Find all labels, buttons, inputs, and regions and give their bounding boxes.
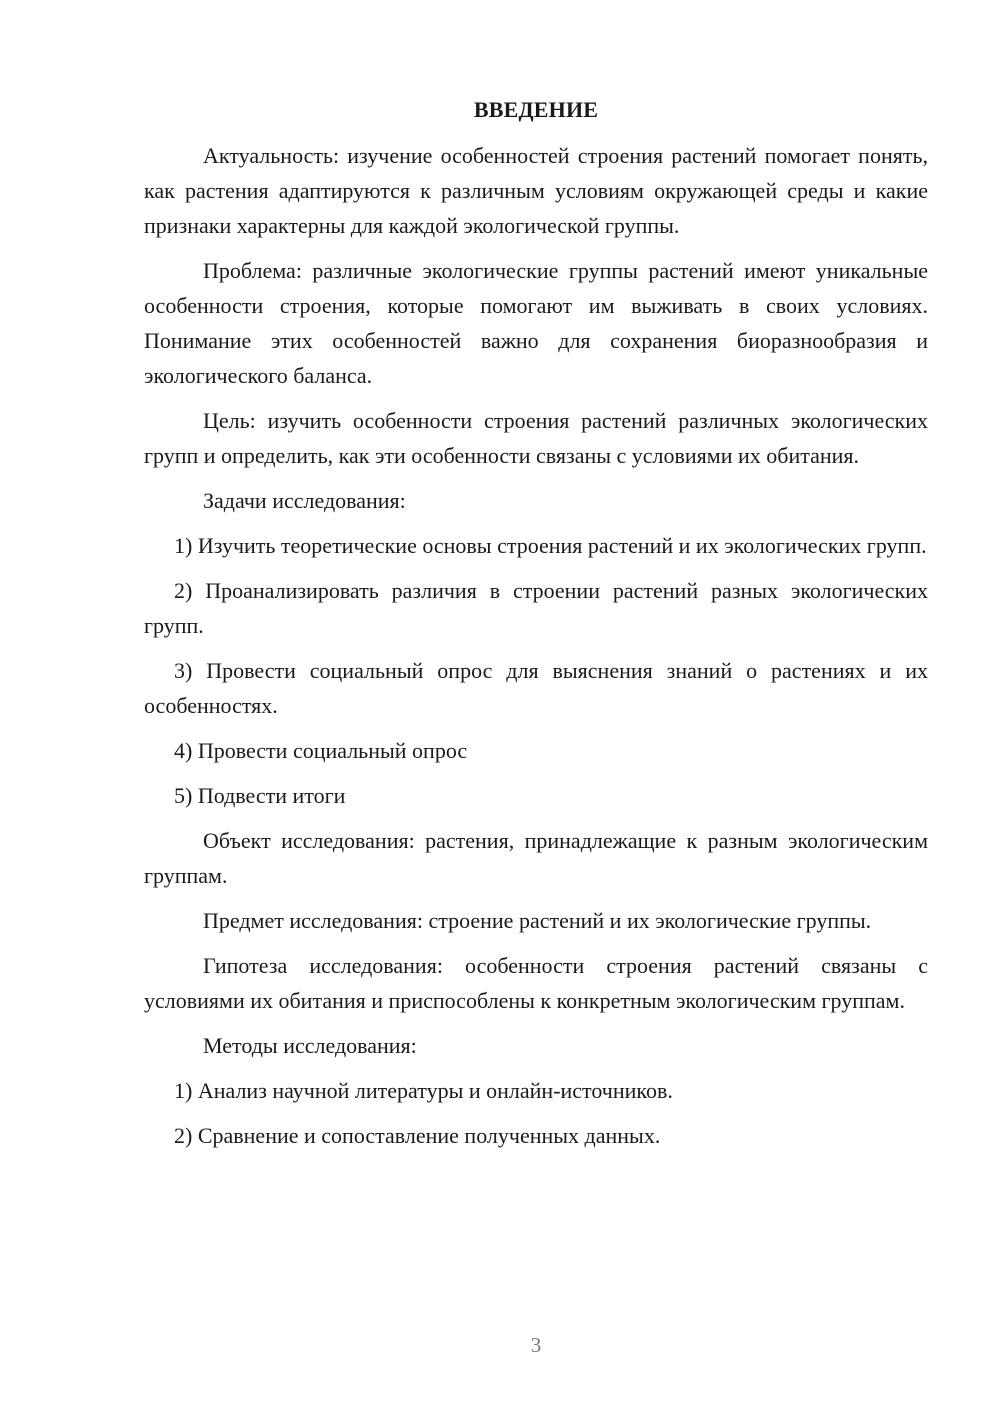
page-number: 3	[530, 1333, 542, 1357]
method-item-2: 2) Сравнение и сопоставление полученных данных.	[174, 1123, 661, 1148]
task-item-4: 4) Провести социальный опрос	[174, 738, 468, 763]
tasks-heading: Задачи исследования:	[203, 488, 406, 513]
subject-paragraph: Предмет исследования: строение растений и их экологические группы.	[203, 908, 872, 933]
page-title: ВВЕДЕНИЕ	[473, 97, 599, 122]
hypothesis-paragraph: Гипотеза исследования: особенности строения растений связаны с условиями их обитания и приспособлены к конкретным экологическим группам.	[144, 953, 928, 1013]
task-item-2: 2) Проанализировать различия в строении растений разных экологических групп.	[144, 578, 928, 638]
relevance-paragraph: Актуальность: изучение особенностей строения растений помогает понять, как растения адаптируются к различным условиям окружающей среды и какие признаки характерны для каждой экологической группы.	[144, 143, 928, 238]
task-item-5: 5) Подвести итоги	[174, 783, 346, 808]
methods-heading: Методы исследования:	[203, 1033, 417, 1058]
problem-paragraph: Проблема: различные экологические группы растений имеют уникальные особенности строения, которые помогают им выживать в своих условиях. Понимание этих особенностей важно для сохранения биоразнообразия и экологического баланса.	[144, 258, 928, 388]
task-item-3: 3) Провести социальный опрос для выяснения знаний о растениях и их особенностях.	[144, 658, 928, 718]
object-paragraph: Объект исследования: растения, принадлежащие к разным экологическим группам.	[144, 828, 928, 888]
task-item-1: 1) Изучить теоретические основы строения растений и их экологических групп.	[174, 533, 927, 558]
method-item-1: 1) Анализ научной литературы и онлайн-источников.	[174, 1078, 673, 1103]
goal-paragraph: Цель: изучить особенности строения растений различных экологических групп и определить, как эти особенности связаны с условиями их обитания.	[144, 408, 928, 468]
document-page	[144, 92, 928, 1153]
